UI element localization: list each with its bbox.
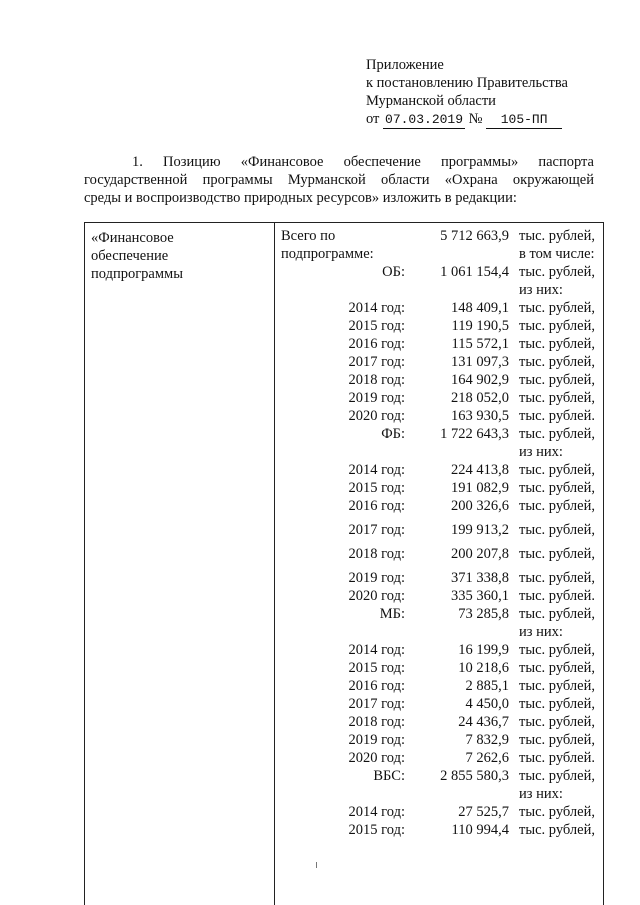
year-row [275,569,605,587]
total-unit-cont: в том числе: [519,246,595,262]
year-row [275,479,605,497]
year-unit: тыс. рублей, [519,336,595,352]
year-row [275,587,605,605]
year-value: 148 409,1 [451,300,509,316]
instruction-paragraph [84,153,594,207]
position-name-line-2: обеспечение [91,248,169,264]
year-unit: тыс. рублей, [519,696,595,712]
year-row [275,407,605,425]
source-row [275,605,605,623]
year-row [275,749,605,767]
year-value: 200 207,8 [451,546,509,562]
source-unit-cont: из них: [519,786,563,802]
year-row [275,731,605,749]
source-unit: тыс. рублей, [519,606,595,622]
year-label: 2014 год: [348,462,405,478]
header-title: Приложение [366,57,444,73]
year-unit: тыс. рублей, [519,804,595,820]
year-value: 119 190,5 [451,318,509,334]
number-label: № [468,111,483,127]
source-row-cont [275,785,605,803]
source-unit: тыс. рублей, [519,426,595,442]
year-label: 2020 год: [348,588,405,604]
year-value: 335 360,1 [451,588,509,604]
header-date-number-line [366,110,636,129]
year-value: 218 052,0 [451,390,509,406]
from-label: от [366,111,380,127]
source-row-cont [275,623,605,641]
year-unit: тыс. рублей, [519,372,595,388]
year-row [275,713,605,731]
total-row [275,227,605,245]
year-label: 2019 год: [348,390,405,406]
year-row [275,677,605,695]
year-unit: тыс. рублей, [519,660,595,676]
total-label: Всего по [281,228,336,244]
source-value: 1 722 643,3 [440,426,509,442]
year-label: 2017 год: [348,354,405,370]
year-value: 371 338,8 [451,570,509,586]
year-row [275,353,605,371]
resolution-date: 07.03.2019 [385,112,464,127]
year-unit: тыс. рублей, [519,678,595,694]
year-unit: тыс. рублей, [519,732,595,748]
year-value: 7 832,9 [465,732,509,748]
year-value: 10 218,6 [458,660,509,676]
source-row [275,425,605,443]
source-unit-cont: из них: [519,282,563,298]
year-row [275,821,605,839]
year-label: 2015 год: [348,822,405,838]
year-value: 224 413,8 [451,462,509,478]
year-label: 2016 год: [348,678,405,694]
total-value: 5 712 663,9 [440,228,509,244]
intro-line-2: государственной программы Мурманской области «Охрана окружающей [84,172,594,188]
year-label: 2020 год: [348,408,405,424]
position-name-line-1: «Финансовое [91,230,174,246]
year-row [275,545,605,563]
year-row [275,317,605,335]
source-row-cont [275,443,605,461]
year-unit: тыс. рублей. [519,750,595,766]
source-unit-cont: из них: [519,444,563,460]
source-row-cont [275,281,605,299]
source-row [275,263,605,281]
year-unit: тыс. рублей. [519,408,595,424]
year-label: 2016 год: [348,336,405,352]
year-label: 2018 год: [348,714,405,730]
year-label: 2019 год: [348,732,405,748]
year-label: 2014 год: [348,642,405,658]
source-row [275,767,605,785]
year-label: 2016 год: [348,498,405,514]
year-unit: тыс. рублей, [519,390,595,406]
year-label: 2015 год: [348,318,405,334]
funding-table [84,222,604,905]
year-label: 2015 год: [348,660,405,676]
year-row [275,695,605,713]
source-unit: тыс. рублей, [519,768,595,784]
total-label-cont: подпрограмме: [281,246,374,262]
year-row [275,335,605,353]
source-label: ВБС: [373,768,405,784]
source-label: МБ: [379,606,405,622]
year-value: 164 902,9 [451,372,509,388]
intro-line-1: 1. Позицию «Финансовое обеспечение программы» паспорта [132,154,594,170]
year-value: 24 436,7 [458,714,509,730]
total-unit: тыс. рублей, [519,228,595,244]
total-row-cont [275,245,605,263]
year-value: 27 525,7 [458,804,509,820]
year-unit: тыс. рублей, [519,300,595,316]
position-name-line-3: подпрограммы [91,266,183,282]
year-unit: тыс. рублей, [519,318,595,334]
funding-values-cell [275,227,605,839]
source-value: 2 855 580,3 [440,768,509,784]
year-value: 110 994,4 [451,822,509,838]
year-unit: тыс. рублей, [519,714,595,730]
year-row [275,497,605,515]
year-unit: тыс. рублей, [519,498,595,514]
year-unit: тыс. рублей, [519,522,595,538]
source-label: ФБ: [381,426,405,442]
year-unit: тыс. рублей, [519,642,595,658]
year-value: 200 326,6 [451,498,509,514]
year-label: 2020 год: [348,750,405,766]
year-row [275,461,605,479]
position-name-cell [91,229,271,283]
year-value: 163 930,5 [451,408,509,424]
source-unit-cont: из них: [519,624,563,640]
year-value: 7 262,6 [465,750,509,766]
year-value: 115 572,1 [451,336,509,352]
year-value: 131 097,3 [451,354,509,370]
year-unit: тыс. рублей, [519,354,595,370]
source-value: 73 285,8 [458,606,509,622]
year-unit: тыс. рублей, [519,570,595,586]
year-value: 191 082,9 [451,480,509,496]
year-value: 2 885,1 [465,678,509,694]
year-row [275,803,605,821]
year-unit: тыс. рублей, [519,822,595,838]
year-label: 2018 год: [348,546,405,562]
year-row [275,299,605,317]
year-label: 2017 год: [348,696,405,712]
year-row [275,389,605,407]
year-row [275,371,605,389]
intro-line-3: среды и воспроизводство природных ресурсов» изложить в редакции: [84,190,517,206]
year-unit: тыс. рублей, [519,546,595,562]
year-label: 2018 год: [348,372,405,388]
year-label: 2019 год: [348,570,405,586]
header-line-resolution: к постановлению Правительства [366,75,568,91]
year-row [275,659,605,677]
year-value: 16 199,9 [458,642,509,658]
source-value: 1 061 154,4 [440,264,509,280]
year-unit: тыс. рублей, [519,480,595,496]
year-label: 2017 год: [348,522,405,538]
year-label: 2014 год: [348,804,405,820]
year-row [275,521,605,539]
source-label: ОБ: [382,264,405,280]
scan-mark [316,862,317,868]
year-value: 199 913,2 [451,522,509,538]
resolution-number: 105-ПП [486,112,562,129]
year-unit: тыс. рублей, [519,462,595,478]
year-unit: тыс. рублей. [519,588,595,604]
appendix-header [366,56,636,129]
year-row [275,641,605,659]
year-label: 2014 год: [348,300,405,316]
year-label: 2015 год: [348,480,405,496]
source-unit: тыс. рублей, [519,264,595,280]
header-line-region: Мурманской области [366,93,496,109]
year-value: 4 450,0 [465,696,509,712]
